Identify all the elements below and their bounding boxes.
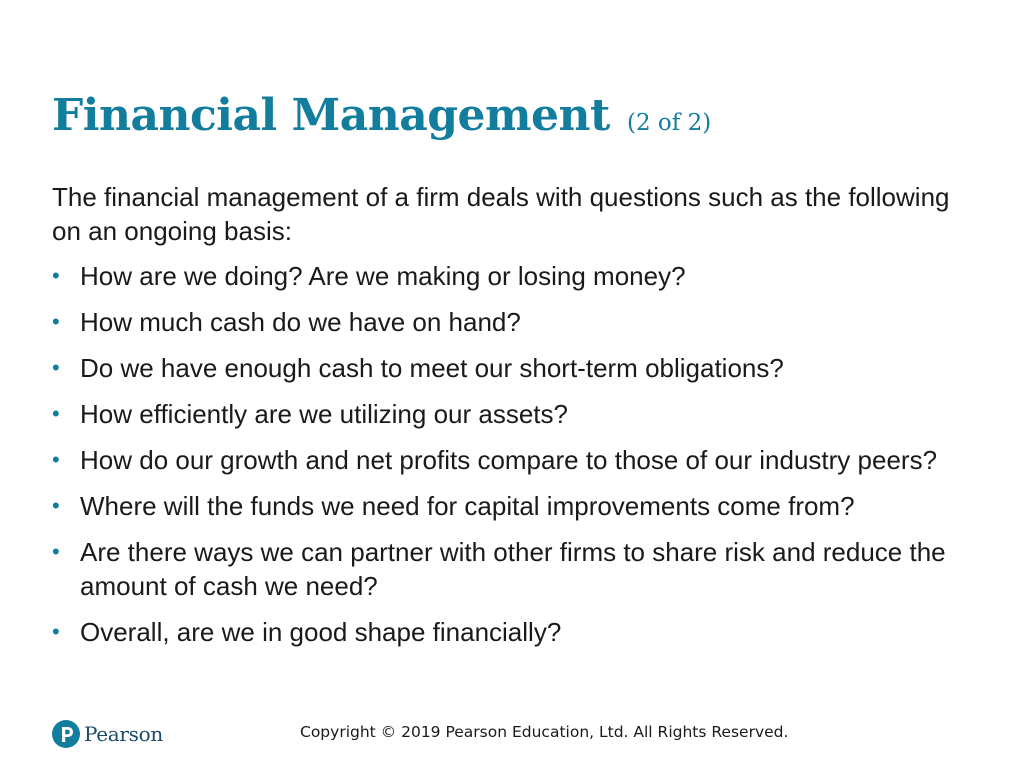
bullet-icon: • [52, 263, 60, 288]
bullet-icon: • [52, 309, 60, 334]
list-item [52, 615, 952, 649]
title-page-indicator: (2 of 2) [626, 110, 712, 136]
pearson-p-logo-icon [52, 720, 80, 748]
list-item [52, 305, 952, 339]
copyright-notice: Copyright © 2019 Pearson Education, Ltd. All Rights Reserved. [300, 723, 789, 741]
list-item-text: How much cash do we have on hand? [80, 307, 521, 337]
logo-wordmark: Pearson [84, 722, 163, 746]
list-item-text: Do we have enough cash to meet our short-term obligations? [80, 353, 784, 383]
bullet-icon: • [52, 539, 60, 564]
list-item-text: How are we doing? Are we making or losing money? [80, 261, 686, 291]
list-item [52, 535, 952, 603]
list-item [52, 259, 952, 293]
pearson-logo [52, 720, 163, 748]
list-item [52, 351, 952, 385]
list-item-text: How do our growth and net profits compare to those of our industry peers? [80, 445, 938, 475]
title-main: Financial Management [52, 90, 610, 141]
bullet-icon: • [52, 447, 60, 472]
list-item [52, 397, 952, 431]
slide-title [52, 90, 711, 141]
list-item-text: Overall, are we in good shape financially? [80, 617, 562, 647]
bullet-icon: • [52, 401, 60, 426]
bullet-icon: • [52, 493, 60, 518]
list-item [52, 443, 952, 477]
list-item-text: Are there ways we can partner with other firms to share risk and reduce the amount of cash we need? [80, 537, 946, 601]
list-item-text: Where will the funds we need for capital improvements come from? [80, 491, 855, 521]
question-list [52, 259, 952, 661]
intro-paragraph: The financial management of a firm deals with questions such as the following on an ongoing basis: [52, 182, 950, 246]
list-item-text: How efficiently are we utilizing our assets? [80, 399, 568, 429]
list-item [52, 489, 952, 523]
bullet-icon: • [52, 355, 60, 380]
bullet-icon: • [52, 619, 60, 644]
